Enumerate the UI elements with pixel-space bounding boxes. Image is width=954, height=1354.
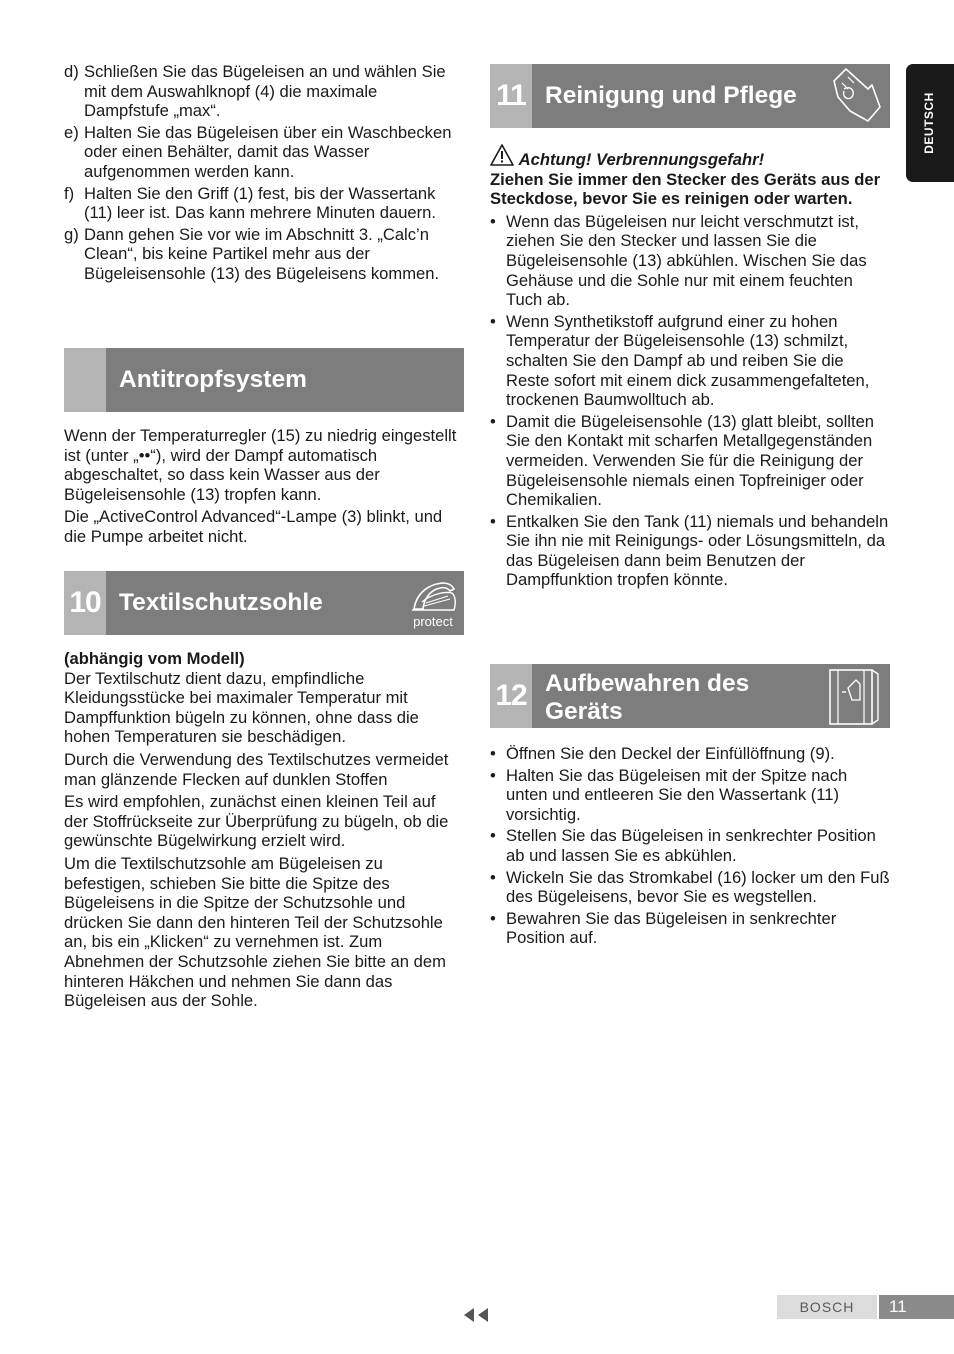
section-title: Aufbewahren des Geräts <box>545 670 750 725</box>
list-text: Halten Sie das Bügeleisen über ein Waschbecken oder einen Behälter, damit das Wasser aufgenommen werden kann. <box>84 122 452 181</box>
section-number: 10 <box>64 571 106 635</box>
list-item: • Entkalken Sie den Tank (11) niemals und behandeln Sie ihn nie mit Reinigungs- oder Lösungsmitteln, da das Bügeleisen dann beim Benutzen der Dampffunktion tropfen könnte. <box>490 512 890 590</box>
protect-label: protect <box>413 614 453 629</box>
list-marker: g) <box>64 224 79 244</box>
brand-label: BOSCH <box>777 1295 877 1319</box>
list-text: Halten Sie den Griff (1) fest, bis der Wassertank (11) leer ist. Das kann mehrere Minuten dauern. <box>84 183 437 223</box>
page-number: 11 <box>879 1295 954 1319</box>
section-number: 11 <box>490 64 532 128</box>
section-title: Textilschutzsohle <box>119 589 323 616</box>
iron-protect-icon <box>404 575 462 631</box>
list-item: • Bewahren Sie das Bügeleisen in senkrechter Position auf. <box>490 909 890 948</box>
list-item: • Halten Sie das Bügeleisen mit der Spitze nach unten und entleeren Sie den Wassertank (11) vorsichtig. <box>490 766 890 825</box>
section-header-antitropf <box>64 348 464 412</box>
paragraph: Die „ActiveControl Advanced“-Lampe (3) blinkt, und die Pumpe arbeitet nicht. <box>64 507 443 546</box>
paragraph: Es wird empfohlen, zunächst einen kleinen Teil auf der Stoffrückseite zur Überprüfung zu bügeln, ob die gewünschte Bügelwirkung erzielt wird. <box>64 792 449 851</box>
list-text: Schließen Sie das Bügeleisen an und wählen Sie mit dem Auswahlknopf (4) die maximale Dampfstufe „max“. <box>84 62 446 121</box>
section-header-12 <box>490 664 890 728</box>
language-tab-label: DEUTSCH <box>922 92 937 154</box>
section-number: 12 <box>490 664 532 728</box>
section-title: Antitropfsystem <box>119 366 307 393</box>
antitropf-body <box>64 426 464 550</box>
paragraph: Durch die Verwendung des Textilschutzes vermeidet man glänzende Flecken auf dunklen Stoffen <box>64 749 449 789</box>
list-marker: e) <box>64 122 79 142</box>
list-item: • Wenn das Bügeleisen nur leicht verschmutzt ist, ziehen Sie den Stecker und lassen Sie die Bügeleisensohle (13) abkühlen. Wischen Sie das Gehäuse und die Sohle nur mit einem feuchten Tuch ab. <box>490 212 890 310</box>
list-item: • Wickeln Sie das Stromkabel (16) locker um den Fuß des Bügeleisens, bevor Sie es wegstellen. <box>490 868 890 907</box>
section-header-10 <box>64 571 464 635</box>
list-item <box>64 225 464 284</box>
section11-body <box>490 144 890 592</box>
warning-triangle-icon <box>490 144 514 166</box>
language-tab <box>906 64 954 182</box>
list-item: • Öffnen Sie den Deckel der Einfüllöffnung (9). <box>490 744 890 764</box>
section-header-11 <box>490 64 890 128</box>
bullet-list <box>490 212 890 590</box>
list-item <box>64 184 464 223</box>
list-item: • Damit die Bügeleisensohle (13) glatt bleibt, sollten Sie den Kontakt mit scharfen Metallgegenständen vermeiden. Verwenden Sie für die Reinigung der Bügeleisensohle niemals einen Topfreiniger oder Chemikalien. <box>490 412 890 510</box>
paragraph: Der Textilschutz dient dazu, empfindliche Kleidungsstücke bei maximaler Temperatur mit Dampffunktion bügeln zu können, ohne dass die hohen Temperaturen sie beschädigen. <box>64 668 419 747</box>
list-item: • Wenn Synthetikstoff aufgrund einer zu hohen Temperatur der Bügeleisensohle (13) schmilzt, schalten Sie den Dampf ab und reiben Sie die Reste sofort mit einem dick zusammengefalteten, trockenen Baumwolltuch ab. <box>490 312 890 410</box>
list-marker: d) <box>64 62 79 81</box>
warning-title: Achtung! Verbrennungsgefahr! <box>518 150 765 169</box>
section12-body <box>490 744 890 950</box>
double-arrow-left-icon <box>462 1306 494 1324</box>
paragraph: Wenn der Temperaturregler (15) zu niedrig eingestellt ist (unter „••“), wird der Dampf automatisch abgeschaltet, so dass kein Wasser aus der Bügeleisensohle (13) tropfen kann. <box>64 426 457 504</box>
subheading: (abhängig vom Modell) <box>64 649 245 668</box>
bullet-list <box>490 744 890 948</box>
list-item: • Stellen Sie das Bügeleisen in senkrechter Position ab und lassen Sie es abkühlen. <box>490 826 890 865</box>
list-item <box>64 123 464 182</box>
cabinet-storage-icon <box>826 666 882 726</box>
section10-body <box>64 649 464 1014</box>
cleaning-hand-icon <box>828 67 886 125</box>
list-item <box>64 62 464 121</box>
list-text: Dann gehen Sie vor wie im Abschnitt 3. „Calc’n Clean“, bis keine Partikel mehr aus der Bügeleisensohle (13) des Bügeleisens kommen. <box>84 224 440 283</box>
paragraph: Um die Textilschutzsohle am Bügeleisen zu befestigen, schieben Sie bitte die Spitze des Bügeleisens in die Spitze der Schutzsohle und drücken Sie dann den hinteren Teil der Schutzsohle an, bis ein „Klicken“ zu vernehmen ist. Zum Abnehmen der Schutzsohle ziehen Sie bitte an dem hinteren Häkchen und nehmen Sie dann das Bügeleisen aus der Sohle. <box>64 853 446 1011</box>
list-marker: f) <box>64 183 75 203</box>
warning-line <box>490 144 890 170</box>
section-number-block <box>64 348 106 412</box>
lettered-list <box>64 62 464 286</box>
section-title: Reinigung und Pflege <box>545 82 797 109</box>
warning-text: Ziehen Sie immer den Stecker des Geräts aus der Steckdose, bevor Sie es reinigen oder warten. <box>490 169 881 209</box>
